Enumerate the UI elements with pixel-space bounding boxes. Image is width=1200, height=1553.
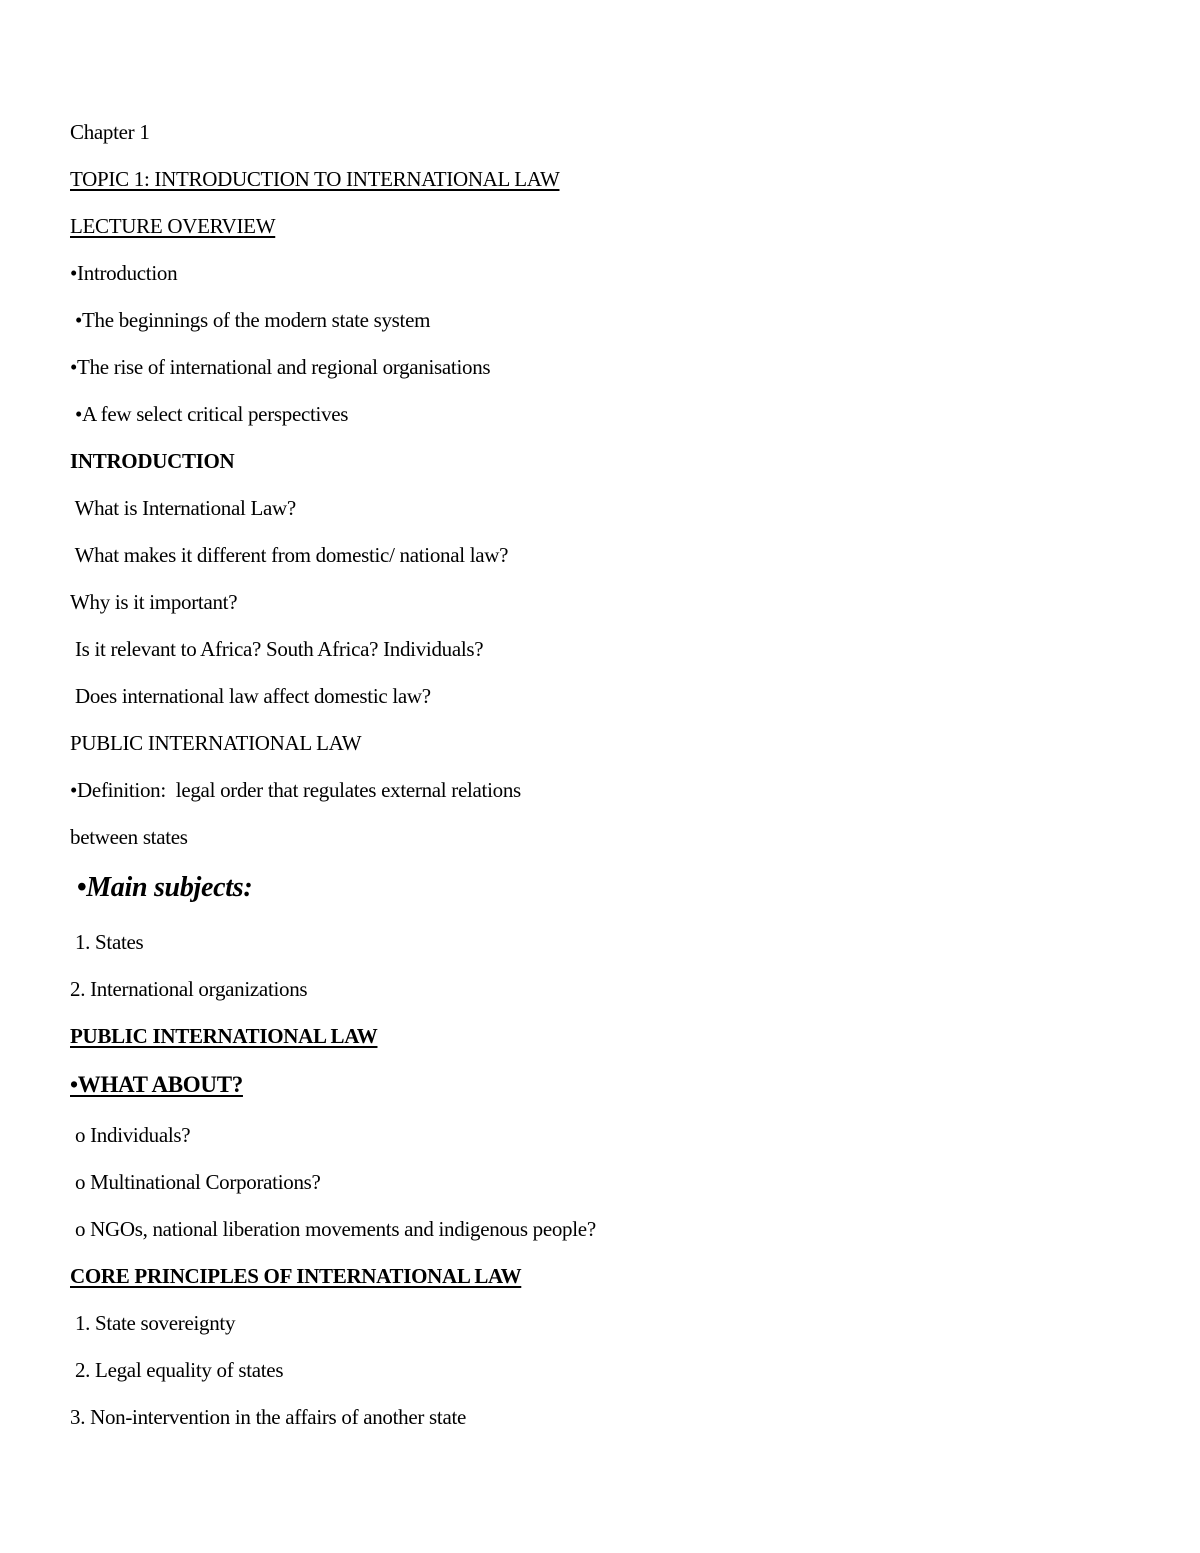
core-principle-item: 3. Non-intervention in the affairs of another state bbox=[70, 1405, 467, 1429]
definition-line: between states bbox=[70, 825, 188, 849]
core-principles-heading: CORE PRINCIPLES OF INTERNATIONAL LAW bbox=[70, 1264, 522, 1288]
intro-question: Does international law affect domestic law? bbox=[70, 684, 431, 708]
what-about-item: o Multinational Corporations? bbox=[70, 1170, 321, 1194]
core-principle-item: 2. Legal equality of states bbox=[70, 1358, 284, 1382]
intro-question: What makes it different from domestic/ national law? bbox=[70, 543, 509, 567]
what-about-item: o NGOs, national liberation movements and indigenous people? bbox=[70, 1217, 596, 1241]
intro-question: Why is it important? bbox=[70, 590, 238, 614]
definition-line: •Definition: legal order that regulates external relations bbox=[70, 778, 521, 802]
core-principle-item: 1. State sovereignty bbox=[70, 1311, 236, 1335]
pil-heading: PUBLIC INTERNATIONAL LAW bbox=[70, 731, 362, 755]
overview-item: •The beginnings of the modern state system bbox=[70, 308, 431, 332]
what-about-heading: •WHAT ABOUT? bbox=[70, 1072, 243, 1097]
pil-heading-2: PUBLIC INTERNATIONAL LAW bbox=[70, 1024, 378, 1048]
intro-question: Is it relevant to Africa? South Africa? Individuals? bbox=[70, 637, 484, 661]
intro-heading: INTRODUCTION bbox=[70, 449, 235, 473]
intro-question: What is International Law? bbox=[70, 496, 296, 520]
overview-heading: LECTURE OVERVIEW bbox=[70, 214, 276, 238]
main-subject-item: 1. States bbox=[70, 930, 144, 954]
overview-item: •The rise of international and regional organisations bbox=[70, 355, 491, 379]
topic-title: TOPIC 1: INTRODUCTION TO INTERNATIONAL LAW bbox=[70, 167, 560, 191]
main-subjects-heading: •Main subjects: bbox=[70, 872, 253, 903]
overview-item: •Introduction bbox=[70, 261, 178, 285]
chapter-label: Chapter 1 bbox=[70, 120, 150, 144]
overview-item: •A few select critical perspectives bbox=[70, 402, 349, 426]
what-about-item: o Individuals? bbox=[70, 1123, 191, 1147]
main-subject-item: 2. International organizations bbox=[70, 977, 308, 1001]
